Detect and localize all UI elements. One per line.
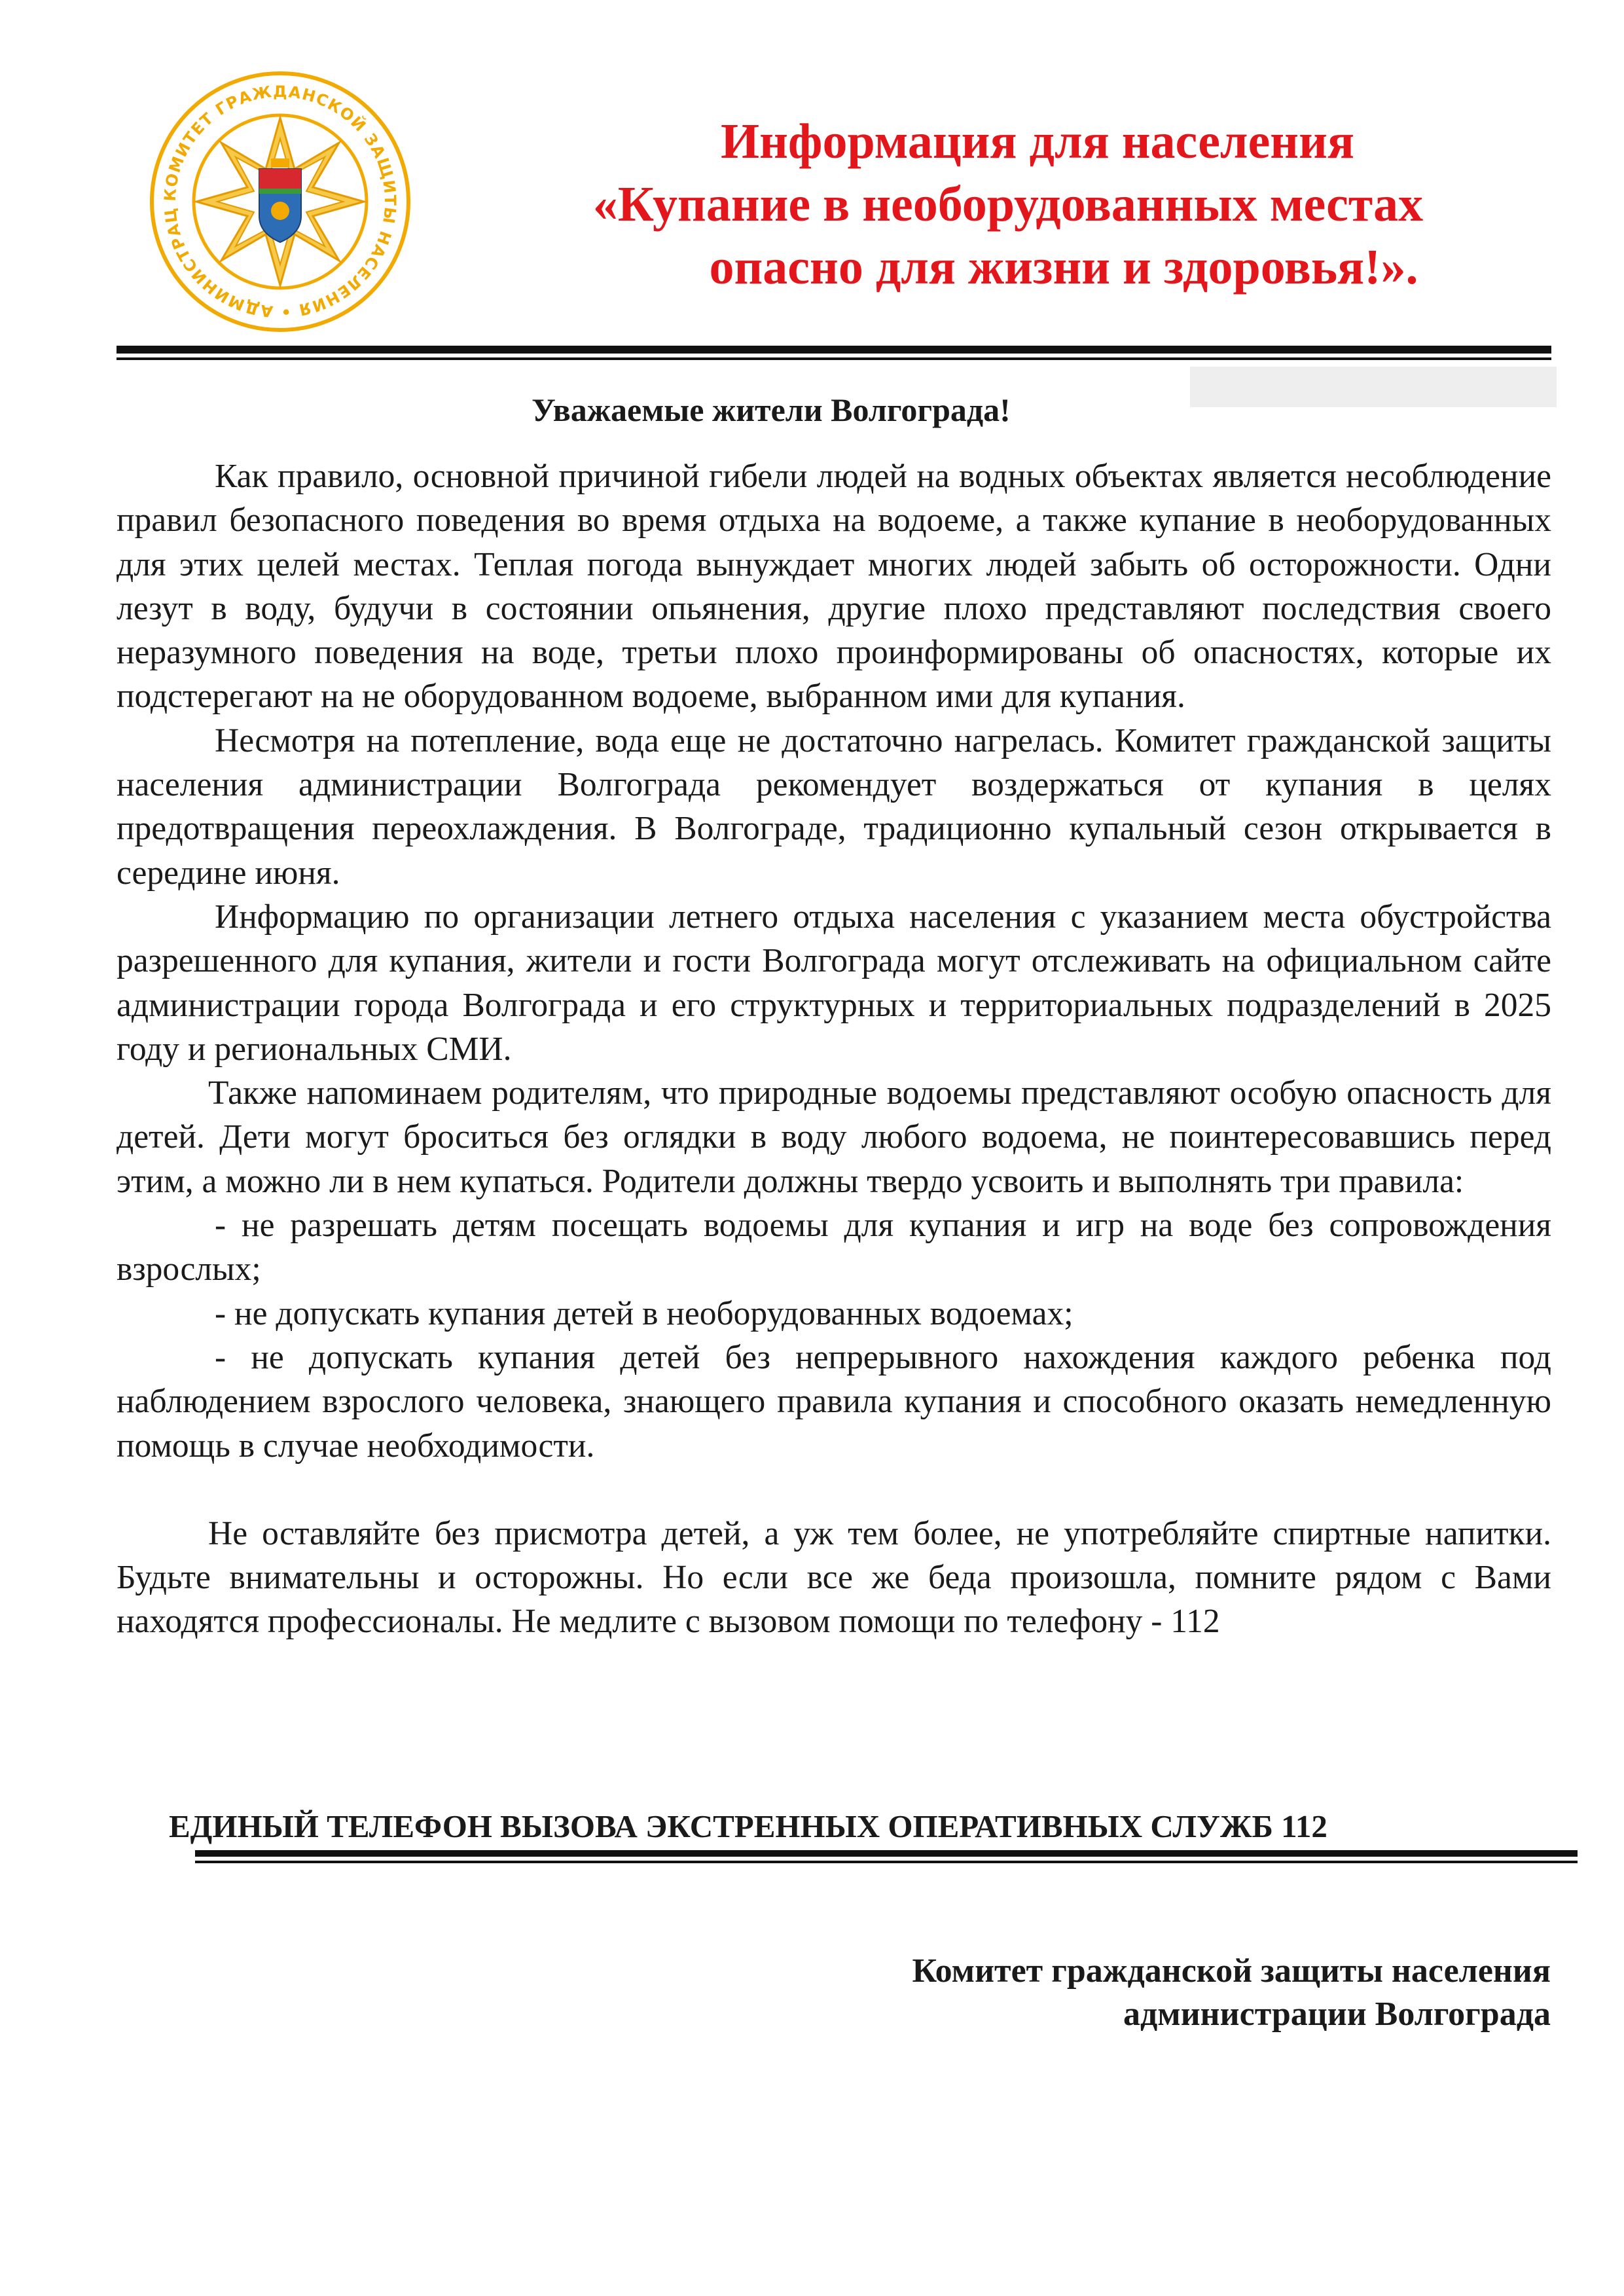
paragraph-warning: Не оставляйте без присмотра детей, а уж тем более, не употребляйте спиртные напитки. Будьте внимательны и осторожны. Но если все же беда произошла, помните рядом с Вами находятся профессионалы. Не медлите с вызовом помощи по телефону - 112 — [117, 1514, 1551, 1641]
paragraph-information: Информацию по организации летнего отдыха населения с указанием места обустройства разрешенного для купания, жители и гости Волгограда могут отслеживать на официальном сайте администрации города Волгограда и его структурных и территориальных подразделений в 2025 году и региональных СМИ. — [117, 898, 1551, 1068]
header-divider — [117, 346, 1551, 360]
page-title — [497, 110, 1519, 299]
emergency-phone-line: ЕДИНЫЙ ТЕЛЕФОН ВЫЗОВА ЭКСТРЕННЫХ ОПЕРАТИВНЫХ СЛУЖБ 112 — [169, 1808, 1327, 1844]
signature-line-1: Комитет гражданской защиты населения — [912, 1952, 1551, 1990]
rule-item-2: - не допускать купания детей в необорудованных водоемах; — [215, 1294, 1074, 1332]
signature-line-2: администрации Волгограда — [1123, 1995, 1551, 2033]
rule-item-3: - не допускать купания детей без непрерывного нахождения каждого ребенка под наблюдением взрослого человека, знающего правила купания и способного оказать немедленную помощь в случае необходимости. — [117, 1338, 1551, 1465]
footer-divider — [195, 1850, 1578, 1863]
paragraph-causes: Как правило, основной причиной гибели людей на водных объектах является несоблюдение правил безопасного поведения во время отдыха на водоеме, а также купание в необорудованных для этих целей местах. Теплая погода вынуждает многих людей забыть об осторожности. Одни лезут в воду, будучи в состоянии опьянения, другие плохо представляют последствия своего неразумного поведения на воде, третьи плохо проинформированы об опасностях, которые их подстерегают на не оборудованном водоеме, выбранном ими для купания. — [117, 458, 1551, 716]
emblem-graphic — [149, 71, 411, 333]
title-line-3: опасно для жизни и здоровья!». — [709, 240, 1418, 295]
title-line-1: Информация для населения — [721, 114, 1354, 169]
document-body — [117, 454, 1551, 1644]
civil-defense-emblem — [149, 71, 411, 333]
greeting-heading: Уважаемые жители Волгограда! — [532, 392, 1011, 428]
title-line-2: «Купание в необорудованных местах — [592, 177, 1424, 232]
emblem-ring-text: КОМИТЕТ ГРАЖДАНСКОЙ ЗАЩИТЫ НАСЕЛЕНИЯ • АДМИНИСТРАЦ — [160, 82, 400, 321]
paragraph-parents: Также напоминаем родителям, что природные водоемы представляют особую опасность для детей. Дети могут броситься без оглядки в воду любого водоема, не поинтересовавшись перед этим, а можно ли в нем купаться. Родители должны твердо усвоить и выполнять три правила: — [117, 1074, 1551, 1200]
signature-block — [912, 1950, 1551, 2036]
rule-item-1: - не разрешать детям посещать водоемы для купания и игр на воде без сопровождения взрослых; — [117, 1207, 1551, 1288]
paragraph-recommendation: Несмотря на потепление, вода еще не достаточно нагрелась. Комитет гражданской защиты населения администрации Волгограда рекомендует воздержаться от купания в целях предотвращения переохлаждения. В Волгограде, традиционно купальный сезон открывается в середине июня. — [117, 721, 1551, 892]
